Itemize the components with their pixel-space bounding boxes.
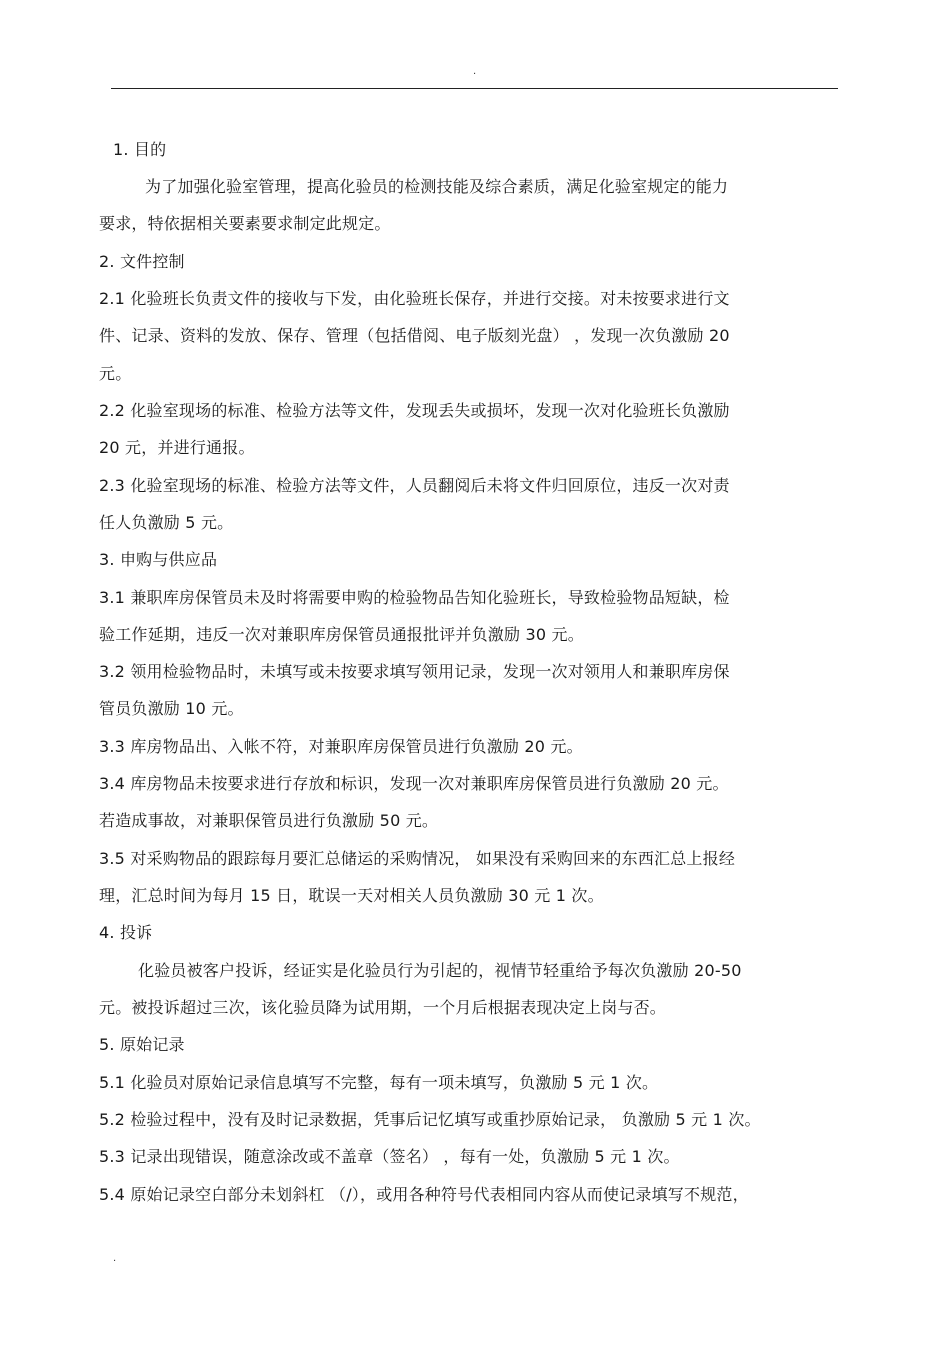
clause-3-5: 3.5 对采购物品的跟踪每月要汇总储运的采购情况， 如果没有采购回来的东西汇总上报经	[99, 849, 736, 868]
paragraph-line: 20 元，并进行通报。	[99, 438, 255, 457]
paragraph-line: 管员负激励 10 元。	[99, 699, 244, 718]
footer-mark: .	[113, 1253, 117, 1264]
clause-5-1: 5.1 化验员对原始记录信息填写不完整，每有一项未填写，负激励 5 元 1 次。	[99, 1073, 659, 1092]
clause-5-3: 5.3 记录出现错误，随意涂改或不盖章（签名） ，每有一处，负激励 5 元 1 次。	[99, 1147, 680, 1166]
section-heading-procurement: 3. 申购与供应品	[99, 550, 218, 569]
section-heading-complaints: 4. 投诉	[99, 923, 153, 942]
section-heading-purpose: 1. 目的	[113, 140, 167, 159]
paragraph-line: 验工作延期，违反一次对兼职库房保管员通报批评并负激励 30 元。	[99, 625, 584, 644]
header-mark: .	[473, 66, 477, 77]
clause-2-1: 2.1 化验班长负责文件的接收与下发，由化验班长保存，并进行交接。对未按要求进行文	[99, 289, 730, 308]
header-divider	[111, 88, 838, 89]
clause-2-2: 2.2 化验室现场的标准、检验方法等文件，发现丢失或损坏，发现一次对化验班长负激励	[99, 401, 730, 420]
clause-3-1: 3.1 兼职库房保管员未及时将需要申购的检验物品告知化验班长，导致检验物品短缺，检	[99, 588, 730, 607]
section-heading-document-control: 2. 文件控制	[99, 252, 185, 271]
paragraph-line: 若造成事故，对兼职保管员进行负激励 50 元。	[99, 811, 439, 830]
paragraph-line: 为了加强化验室管理，提高化验员的检测技能及综合素质，满足化验室规定的能力	[145, 177, 729, 196]
clause-3-2: 3.2 领用检验物品时，未填写或未按要求填写领用记录，发现一次对领用人和兼职库房保	[99, 662, 730, 681]
clause-3-3: 3.3 库房物品出、入帐不符，对兼职库房保管员进行负激励 20 元。	[99, 737, 583, 756]
paragraph-line: 要求，特依据相关要素要求制定此规定。	[99, 214, 391, 233]
section-heading-original-records: 5. 原始记录	[99, 1035, 185, 1054]
clause-5-2: 5.2 检验过程中，没有及时记录数据，凭事后记忆填写或重抄原始记录， 负激励 5 元 1 次。	[99, 1110, 761, 1129]
paragraph-line: 任人负激励 5 元。	[99, 513, 234, 532]
paragraph-line: 化验员被客户投诉，经证实是化验员行为引起的，视情节轻重给予每次负激励 20-50	[138, 961, 742, 980]
clause-5-4: 5.4 原始记录空白部分未划斜杠 （/），或用各种符号代表相同内容从而使记录填写不规范，	[99, 1185, 749, 1204]
paragraph-line: 理，汇总时间为每月 15 日，耽误一天对相关人员负激励 30 元 1 次。	[99, 886, 604, 905]
clause-2-3: 2.3 化验室现场的标准、检验方法等文件，人员翻阅后未将文件归回原位，违反一次对责	[99, 476, 730, 495]
paragraph-line: 元。	[99, 364, 132, 383]
paragraph-line: 元。被投诉超过三次，该化验员降为试用期，一个月后根据表现决定上岗与否。	[99, 998, 667, 1017]
paragraph-line: 件、记录、资料的发放、保存、管理（包括借阅、电子版刻光盘） ，发现一次负激励 20	[99, 326, 730, 345]
clause-3-4: 3.4 库房物品未按要求进行存放和标识，发现一次对兼职库房保管员进行负激励 20 元。	[99, 774, 729, 793]
